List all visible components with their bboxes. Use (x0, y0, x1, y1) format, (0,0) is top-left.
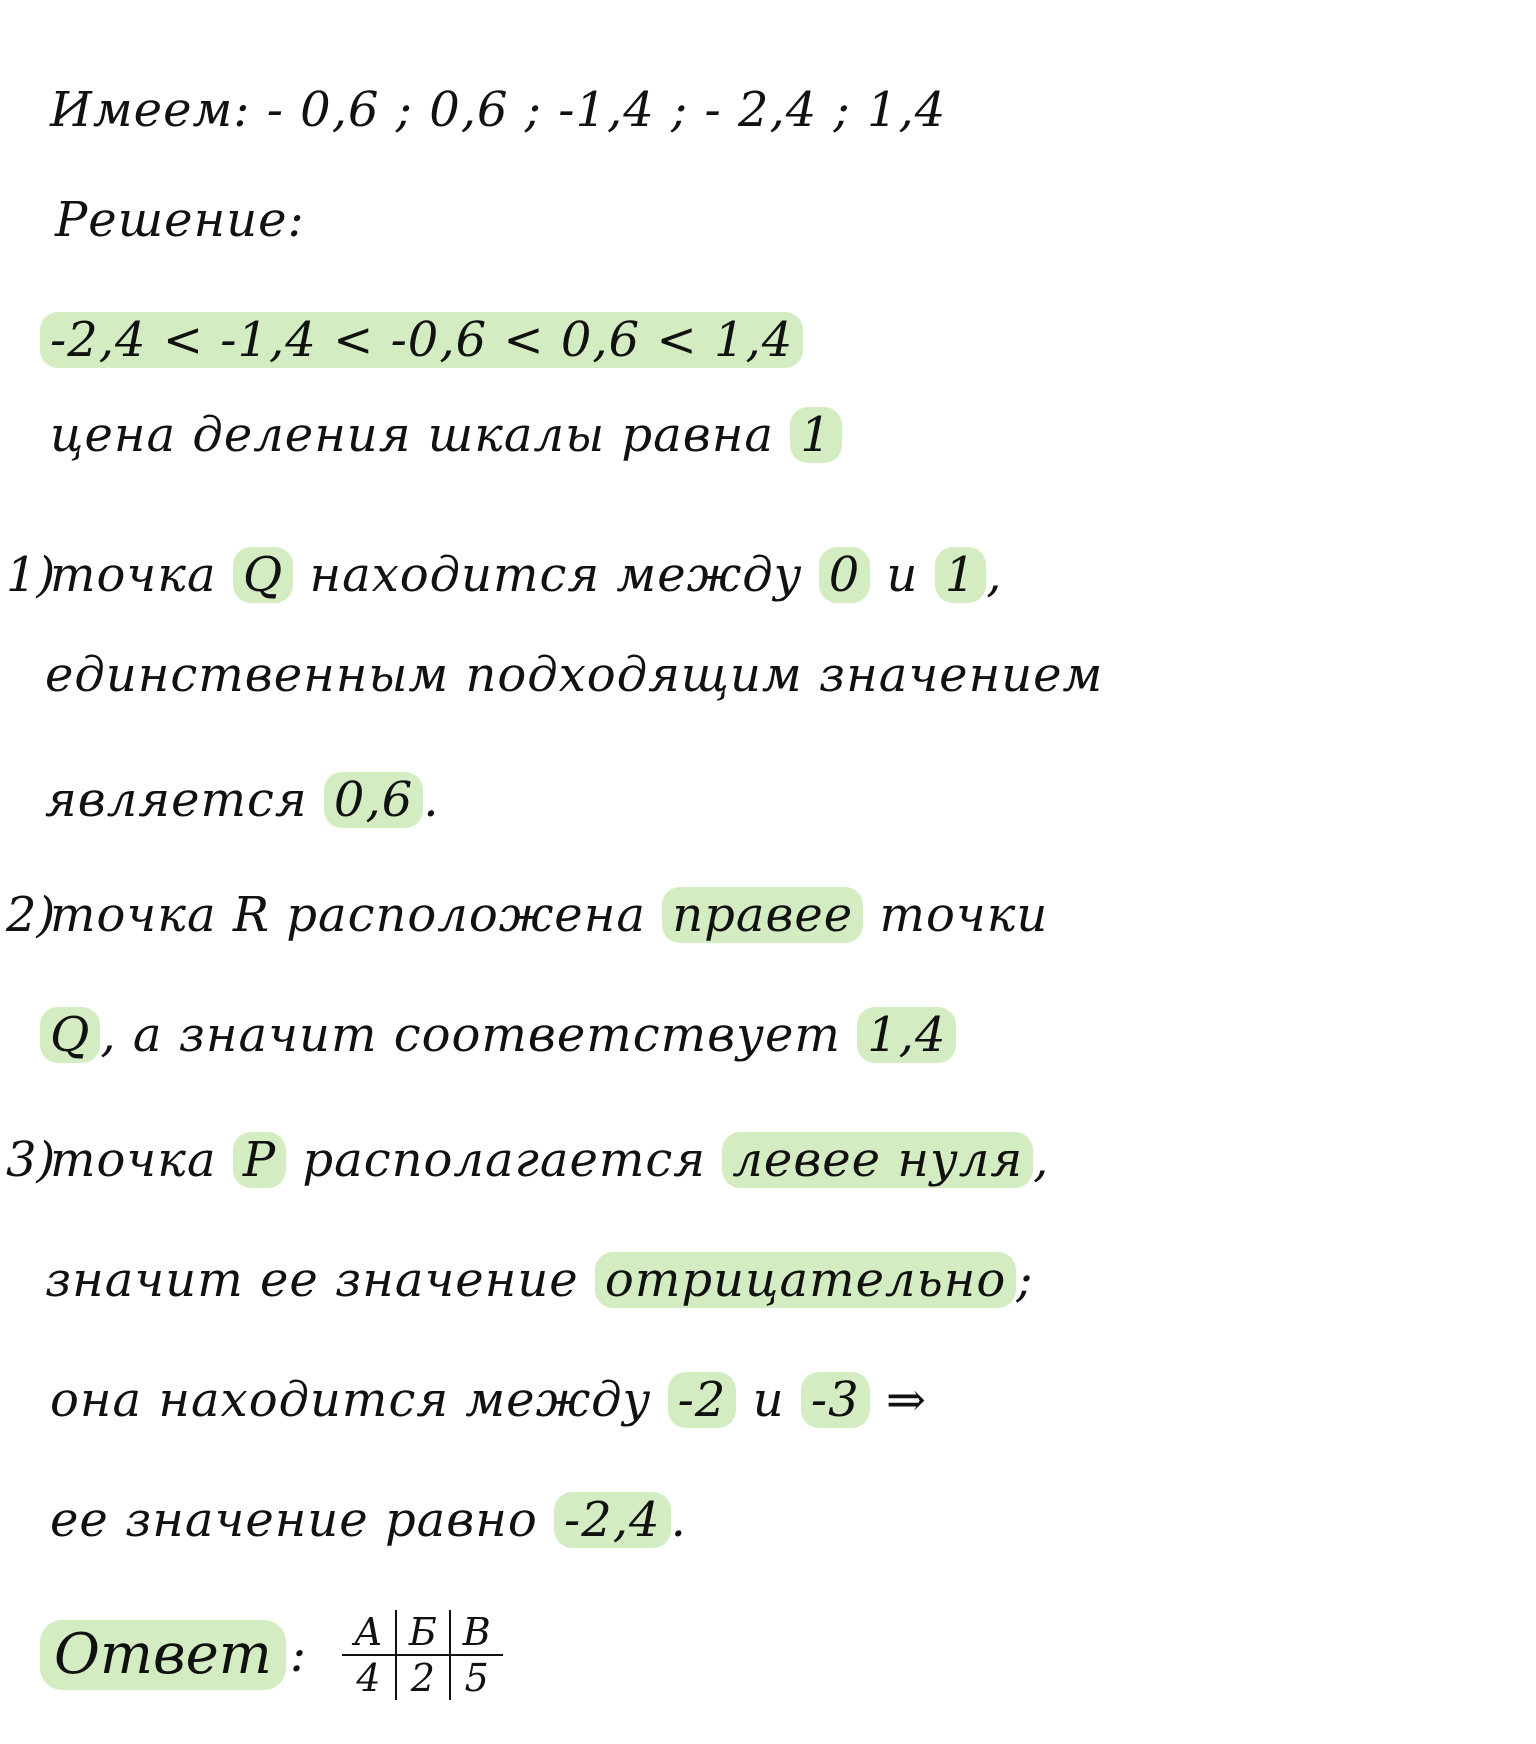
step3-text-b: располагается (302, 1132, 707, 1188)
step1-end: . (423, 772, 440, 828)
step3-a: -2 (668, 1372, 737, 1428)
step2-number: 2) (6, 887, 56, 943)
answer-values-row (342, 1655, 503, 1700)
step3-direction: левее нуля (722, 1132, 1033, 1188)
step3-sign: отрицательно (595, 1252, 1016, 1308)
answer-value-cell: 5 (450, 1655, 503, 1700)
step1-text-a: точка (50, 547, 217, 603)
step1-a: 0 (819, 547, 871, 603)
step3-line1 (50, 1130, 1049, 1190)
step1-b: 1 (935, 547, 987, 603)
step1-text-c: является (45, 772, 308, 828)
step2-line1 (50, 885, 1048, 945)
step1-text-b: находится между (309, 547, 803, 603)
step3-b: -3 (801, 1372, 870, 1428)
step3-line4 (50, 1490, 687, 1550)
step1-and: и (886, 547, 919, 603)
step1-comma: , (986, 547, 1003, 603)
answer-header-cell: А (342, 1610, 396, 1655)
implies-icon: ⇒ (885, 1372, 928, 1428)
answer-value-cell: 2 (396, 1655, 450, 1700)
step2-text-c: точки (879, 887, 1049, 943)
step3-point: P (233, 1132, 286, 1188)
scale-value: 1 (790, 407, 842, 463)
step3-text-c: значит ее значение (45, 1252, 579, 1308)
step2-text-a: точка (50, 887, 217, 943)
step2-text-b: расположена (286, 887, 646, 943)
step3-and: и (752, 1372, 785, 1428)
step3-comma: , (1033, 1132, 1050, 1188)
scale-line (50, 405, 842, 465)
step2-q: Q (40, 1007, 100, 1063)
solution-label: Решение: (55, 192, 305, 248)
step2-line2 (40, 1005, 956, 1065)
scale-text: цена деления шкалы равна (50, 407, 774, 463)
answer-colon: : (289, 1627, 307, 1683)
answer-header-cell: В (450, 1610, 503, 1655)
answer-table (342, 1610, 503, 1700)
step2-value: 1,4 (857, 1007, 956, 1063)
step1-line1 (50, 545, 1003, 605)
given-values: - 0,6 ; 0,6 ; -1,4 ; - 2,4 ; 1,4 (266, 82, 947, 138)
given-label: Имеем: (50, 82, 251, 138)
step1-value: 0,6 (324, 772, 423, 828)
step3-text-d: она находится между (50, 1372, 652, 1428)
answer-value-cell: 4 (356, 1656, 381, 1700)
step3-end: . (670, 1492, 687, 1548)
step3-text-a: точка (50, 1132, 217, 1188)
step3-value: -2,4 (554, 1492, 671, 1548)
step3-text-e: ее значение равно (50, 1492, 538, 1548)
answer-block (40, 1610, 503, 1700)
step2-text-d: , а значит соответствует (100, 1007, 841, 1063)
step1-number: 1) (6, 547, 56, 603)
step3-line3 (50, 1370, 927, 1430)
answer-label: Ответ (40, 1620, 286, 1690)
step3-line2 (45, 1250, 1033, 1310)
given-line (50, 80, 946, 140)
step3-semicolon: ; (1016, 1252, 1034, 1308)
answer-header-cell: Б (396, 1610, 450, 1655)
step2-point: R (232, 887, 270, 943)
order-line (40, 310, 803, 370)
step1-point: Q (233, 547, 293, 603)
step1-line3 (45, 770, 440, 830)
step2-direction: правее (662, 887, 863, 943)
step1-line2: единственным подходящим значением (45, 647, 1104, 703)
order-highlight: -2,4 < -1,4 < -0,6 < 0,6 < 1,4 (40, 312, 803, 368)
answer-header-row (342, 1610, 503, 1655)
step3-number: 3) (6, 1132, 56, 1188)
